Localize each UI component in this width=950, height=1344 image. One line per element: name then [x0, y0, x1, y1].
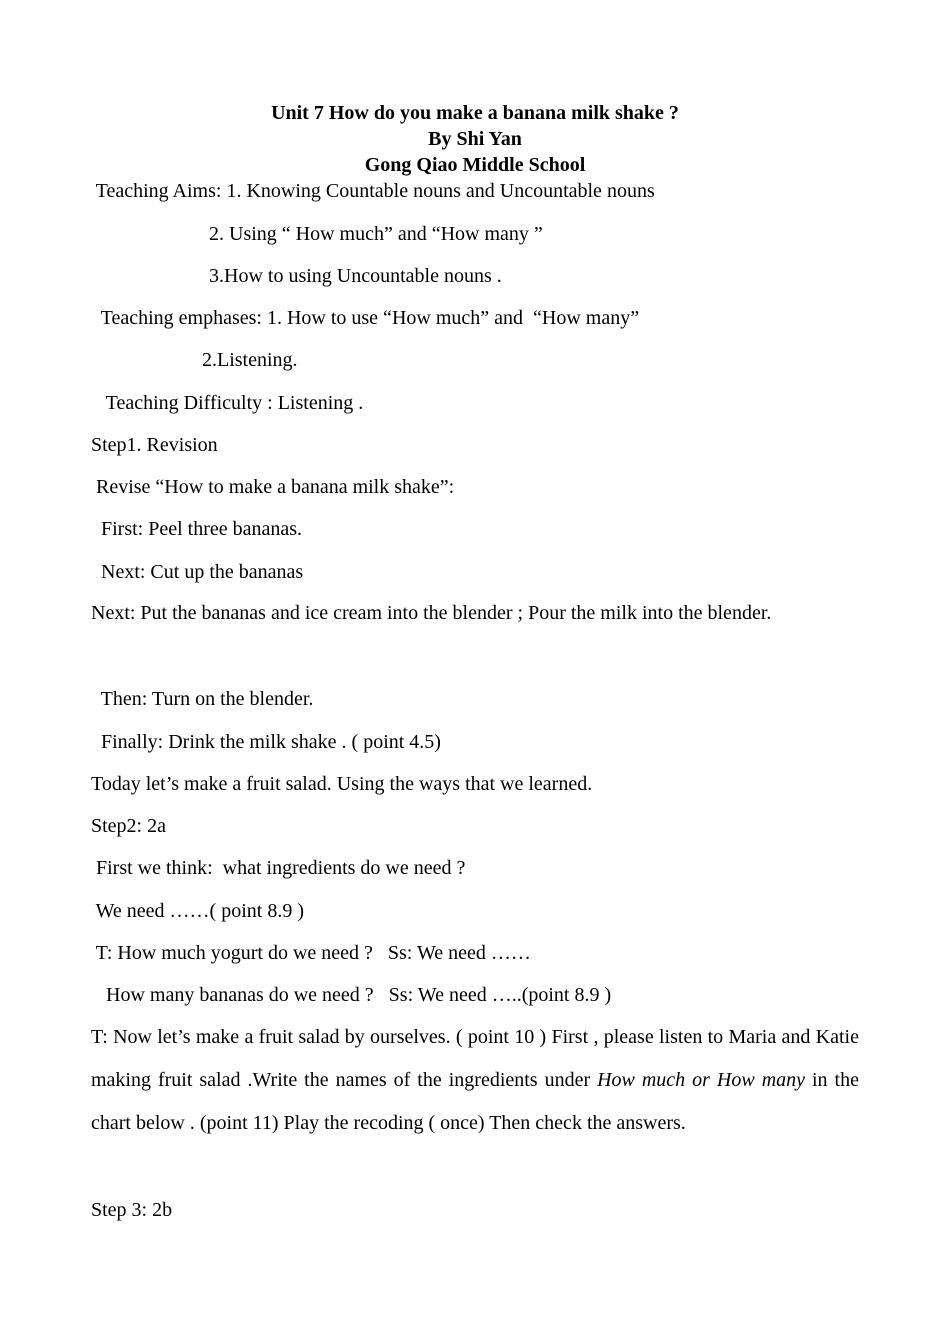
- step1-next-2: Next: Put the bananas and ice cream into the blender ; Pour the milk into the blender.: [91, 602, 772, 624]
- step2-think: First we think: what ingredients do we need ?: [91, 857, 466, 879]
- step1-then: Then: Turn on the blender.: [91, 688, 314, 710]
- teaching-aims-line-3: 3.How to using Uncountable nouns .: [209, 265, 502, 287]
- teaching-aims-line-2: 2. Using “ How much” and “How many ”: [209, 223, 543, 245]
- step1-next-1: Next: Cut up the bananas: [91, 561, 304, 583]
- step1-heading: Step1. Revision: [91, 434, 218, 456]
- step2-heading: Step2: 2a: [91, 815, 166, 837]
- step2-need: We need ……( point 8.9 ): [91, 900, 304, 922]
- step2-instructions-part-b: in the chart below . (point 11) Play the recoding ( once) Then check the answers.: [91, 1069, 859, 1134]
- step1-intro: Revise “How to make a banana milk shake”:: [91, 476, 455, 498]
- document-school: Gong Qiao Middle School: [364, 154, 586, 176]
- step2-dialogue-2: How many bananas do we need ? Ss: We need …..(point 8.9 ): [91, 984, 612, 1006]
- teaching-emphases-line-1: Teaching emphases: 1. How to use “How much” and “How many”: [91, 307, 640, 329]
- teaching-difficulty: Teaching Difficulty : Listening .: [91, 392, 364, 414]
- teaching-aims-line-1: Teaching Aims: 1. Knowing Countable nouns and Uncountable nouns: [91, 180, 655, 202]
- document-title: Unit 7 How do you make a banana milk shake ?: [271, 102, 679, 124]
- document-author: By Shi Yan: [428, 128, 522, 150]
- step2-instructions-part-a: T: Now let’s make a fruit salad by ourselves. ( point 10 ) First , please listen to Maria and Katie making fruit salad .Write the names of the ingredients under: [91, 1026, 859, 1091]
- step1-today: Today let’s make a fruit salad. Using the ways that we learned.: [91, 773, 593, 795]
- step3-heading: Step 3: 2b: [91, 1199, 173, 1221]
- step2-instructions-emphasis: How much or How many: [597, 1069, 806, 1091]
- step2-dialogue-1: T: How much yogurt do we need ? Ss: We need ……: [91, 942, 531, 964]
- step1-first: First: Peel three bananas.: [91, 518, 303, 540]
- step2-instructions-paragraph: [91, 1016, 859, 1145]
- step1-finally: Finally: Drink the milk shake . ( point 4.5): [91, 731, 441, 753]
- teaching-emphases-line-2: 2.Listening.: [202, 349, 298, 371]
